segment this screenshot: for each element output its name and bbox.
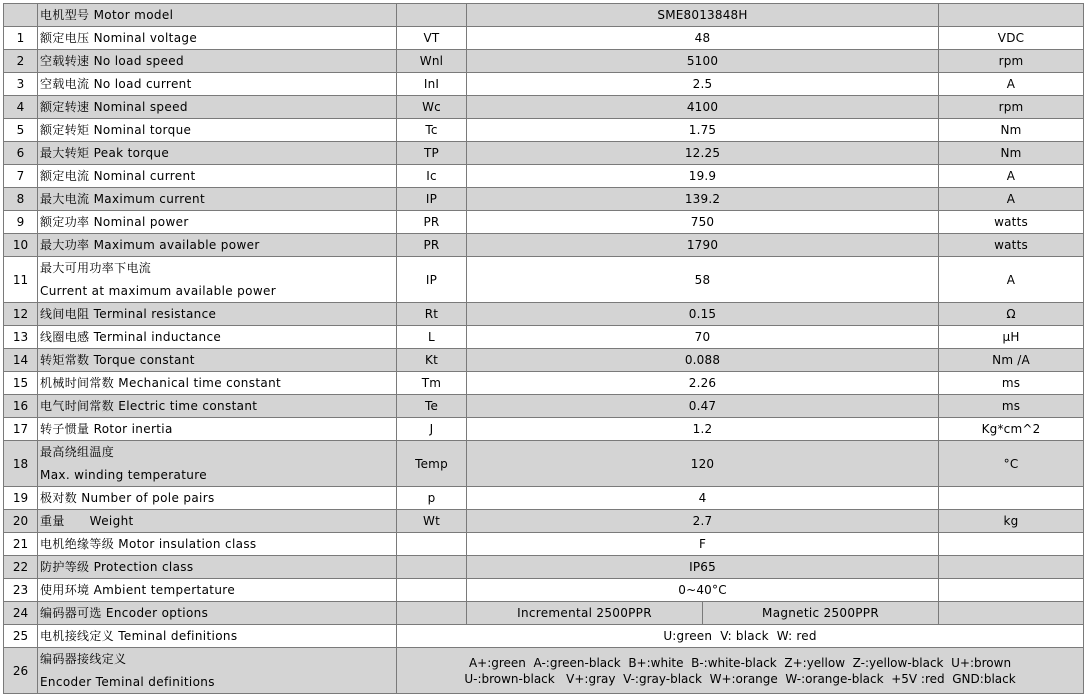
row-number: 1 (4, 27, 38, 50)
param-name: 电机型号 Motor model (38, 4, 397, 27)
param-unit: kg (939, 510, 1084, 533)
param-name: 空载转速 No load speed (38, 50, 397, 73)
param-value: 750 (467, 211, 939, 234)
table-row (4, 349, 1084, 372)
table-row (4, 648, 1084, 694)
param-unit: °C (939, 441, 1084, 487)
param-symbol (397, 556, 467, 579)
row-number: 2 (4, 50, 38, 73)
table-row (4, 119, 1084, 142)
param-value: 5100 (467, 50, 939, 73)
param-symbol: PR (397, 211, 467, 234)
param-name: 最大电流 Maximum current (38, 188, 397, 211)
param-name: 额定功率 Nominal power (38, 211, 397, 234)
row-number: 5 (4, 119, 38, 142)
param-value: 70 (467, 326, 939, 349)
encoder-definitions-line-1: A+:green A-:green-black B+:white B-:white-black Z+:yellow Z-:yellow-black U+:brown (468, 655, 1012, 670)
param-value: 0.47 (467, 395, 939, 418)
param-value: 1.2 (467, 418, 939, 441)
table-row (4, 556, 1084, 579)
param-unit: Kg*cm^2 (939, 418, 1084, 441)
param-value: 58 (467, 257, 939, 303)
row-number: 23 (4, 579, 38, 602)
row-number: 18 (4, 441, 38, 487)
table-row (4, 602, 1084, 625)
row-number: 14 (4, 349, 38, 372)
param-name: 防护等级 Protection class (38, 556, 397, 579)
row-number: 3 (4, 73, 38, 96)
row-number (4, 4, 38, 27)
param-symbol: Tc (397, 119, 467, 142)
param-value: SME8013848H (467, 4, 939, 27)
param-name: 额定转矩 Nominal torque (38, 119, 397, 142)
param-name (38, 648, 397, 694)
param-unit: watts (939, 234, 1084, 257)
param-value: 48 (467, 27, 939, 50)
table-row (4, 533, 1084, 556)
table-row (4, 142, 1084, 165)
table-row (4, 50, 1084, 73)
table-row (4, 73, 1084, 96)
param-name: 最大功率 Maximum available power (38, 234, 397, 257)
header-row (4, 4, 1084, 27)
param-name: 使用环境 Ambient tempertature (38, 579, 397, 602)
param-unit: rpm (939, 50, 1084, 73)
table-row (4, 96, 1084, 119)
table-row (4, 234, 1084, 257)
param-value: 2.7 (467, 510, 939, 533)
param-symbol: Wt (397, 510, 467, 533)
param-unit: Nm /A (939, 349, 1084, 372)
row-number: 13 (4, 326, 38, 349)
row-number: 12 (4, 303, 38, 326)
param-name-en: Current at maximum available power (40, 283, 277, 298)
row-number: 16 (4, 395, 38, 418)
encoder-terminal-definitions (397, 648, 1084, 694)
param-name (38, 257, 397, 303)
table-row (4, 441, 1084, 487)
row-number: 25 (4, 625, 38, 648)
row-number: 22 (4, 556, 38, 579)
row-number: 4 (4, 96, 38, 119)
param-name: 重量 Weight (38, 510, 397, 533)
param-symbol: Kt (397, 349, 467, 372)
param-value: 1.75 (467, 119, 939, 142)
param-name: 线间电阻 Terminal resistance (38, 303, 397, 326)
row-number: 10 (4, 234, 38, 257)
param-value: 2.26 (467, 372, 939, 395)
row-number: 6 (4, 142, 38, 165)
param-unit: rpm (939, 96, 1084, 119)
table-row (4, 510, 1084, 533)
param-name (38, 441, 397, 487)
param-symbol (397, 579, 467, 602)
param-value: 1790 (467, 234, 939, 257)
table-row (4, 372, 1084, 395)
table-row (4, 257, 1084, 303)
row-number: 17 (4, 418, 38, 441)
param-name: 电气时间常数 Electric time constant (38, 395, 397, 418)
param-unit (939, 602, 1084, 625)
param-name: 电机绝缘等级 Motor insulation class (38, 533, 397, 556)
param-unit (939, 533, 1084, 556)
param-symbol (397, 602, 467, 625)
param-value: 0.088 (467, 349, 939, 372)
param-name: 最大转矩 Peak torque (38, 142, 397, 165)
table-row (4, 326, 1084, 349)
param-name-cn: 最高绕组温度 (40, 445, 115, 459)
param-symbol: IP (397, 257, 467, 303)
param-unit: A (939, 73, 1084, 96)
param-symbol: Wc (397, 96, 467, 119)
encoder-option-magnetic: Magnetic 2500PPR (703, 602, 939, 625)
row-number: 9 (4, 211, 38, 234)
row-number: 20 (4, 510, 38, 533)
param-value: IP65 (467, 556, 939, 579)
param-value: 4 (467, 487, 939, 510)
row-number: 11 (4, 257, 38, 303)
param-unit: ms (939, 372, 1084, 395)
param-unit: A (939, 188, 1084, 211)
param-name-en: Encoder Teminal definitions (40, 674, 215, 689)
table-row (4, 165, 1084, 188)
table-row (4, 188, 1084, 211)
param-value: 2.5 (467, 73, 939, 96)
param-symbol: PR (397, 234, 467, 257)
param-name: 转矩常数 Torque constant (38, 349, 397, 372)
param-name: 线圈电感 Terminal inductance (38, 326, 397, 349)
param-name: 电机接线定义 Teminal definitions (38, 625, 397, 648)
param-symbol: InI (397, 73, 467, 96)
encoder-option-incremental: Incremental 2500PPR (467, 602, 703, 625)
row-number: 24 (4, 602, 38, 625)
param-symbol: Tm (397, 372, 467, 395)
param-symbol: p (397, 487, 467, 510)
param-symbol: Rt (397, 303, 467, 326)
param-unit (939, 579, 1084, 602)
param-unit: Nm (939, 119, 1084, 142)
param-name: 额定转速 Nominal speed (38, 96, 397, 119)
param-value: 0.15 (467, 303, 939, 326)
param-symbol: Te (397, 395, 467, 418)
table-row (4, 418, 1084, 441)
param-symbol: Wnl (397, 50, 467, 73)
table-row (4, 579, 1084, 602)
param-symbol (397, 4, 467, 27)
param-value: 120 (467, 441, 939, 487)
param-unit: A (939, 165, 1084, 188)
table-row (4, 27, 1084, 50)
row-number: 7 (4, 165, 38, 188)
param-symbol: L (397, 326, 467, 349)
param-unit: A (939, 257, 1084, 303)
row-number: 8 (4, 188, 38, 211)
param-value: 19.9 (467, 165, 939, 188)
param-name: 极对数 Number of pole pairs (38, 487, 397, 510)
table-row (4, 303, 1084, 326)
param-unit: Nm (939, 142, 1084, 165)
param-symbol: VT (397, 27, 467, 50)
table-row (4, 211, 1084, 234)
param-unit: ms (939, 395, 1084, 418)
param-symbol: Temp (397, 441, 467, 487)
row-number: 21 (4, 533, 38, 556)
param-name: 机械时间常数 Mechanical time constant (38, 372, 397, 395)
param-name-cn: 编码器接线定义 (40, 652, 127, 666)
param-name-en: Max. winding temperature (40, 467, 208, 482)
table-row (4, 625, 1084, 648)
param-unit (939, 556, 1084, 579)
row-number: 15 (4, 372, 38, 395)
row-number: 19 (4, 487, 38, 510)
param-symbol: TP (397, 142, 467, 165)
param-value: 139.2 (467, 188, 939, 211)
row-number: 26 (4, 648, 38, 694)
param-symbol: J (397, 418, 467, 441)
table-row (4, 395, 1084, 418)
param-unit (939, 4, 1084, 27)
terminal-definitions: U:green V: black W: red (397, 625, 1084, 648)
param-name: 额定电流 Nominal current (38, 165, 397, 188)
param-symbol: Ic (397, 165, 467, 188)
param-name: 空载电流 No load current (38, 73, 397, 96)
param-name: 额定电压 Nominal voltage (38, 27, 397, 50)
param-value: F (467, 533, 939, 556)
param-unit: Ω (939, 303, 1084, 326)
param-value: 12.25 (467, 142, 939, 165)
table-row (4, 487, 1084, 510)
encoder-definitions-line-2: U-:brown-black V+:gray V-:gray-black W+:orange W-:orange-black +5V :red GND:black (464, 671, 1016, 686)
param-value: 4100 (467, 96, 939, 119)
param-unit: VDC (939, 27, 1084, 50)
param-unit: watts (939, 211, 1084, 234)
param-value: 0~40°C (467, 579, 939, 602)
param-name: 编码器可选 Encoder options (38, 602, 397, 625)
param-unit: μH (939, 326, 1084, 349)
param-unit (939, 487, 1084, 510)
param-name: 转子惯量 Rotor inertia (38, 418, 397, 441)
motor-spec-table (3, 3, 1084, 694)
param-symbol: IP (397, 188, 467, 211)
param-name-cn: 最大可用功率下电流 (40, 261, 152, 275)
param-symbol (397, 533, 467, 556)
